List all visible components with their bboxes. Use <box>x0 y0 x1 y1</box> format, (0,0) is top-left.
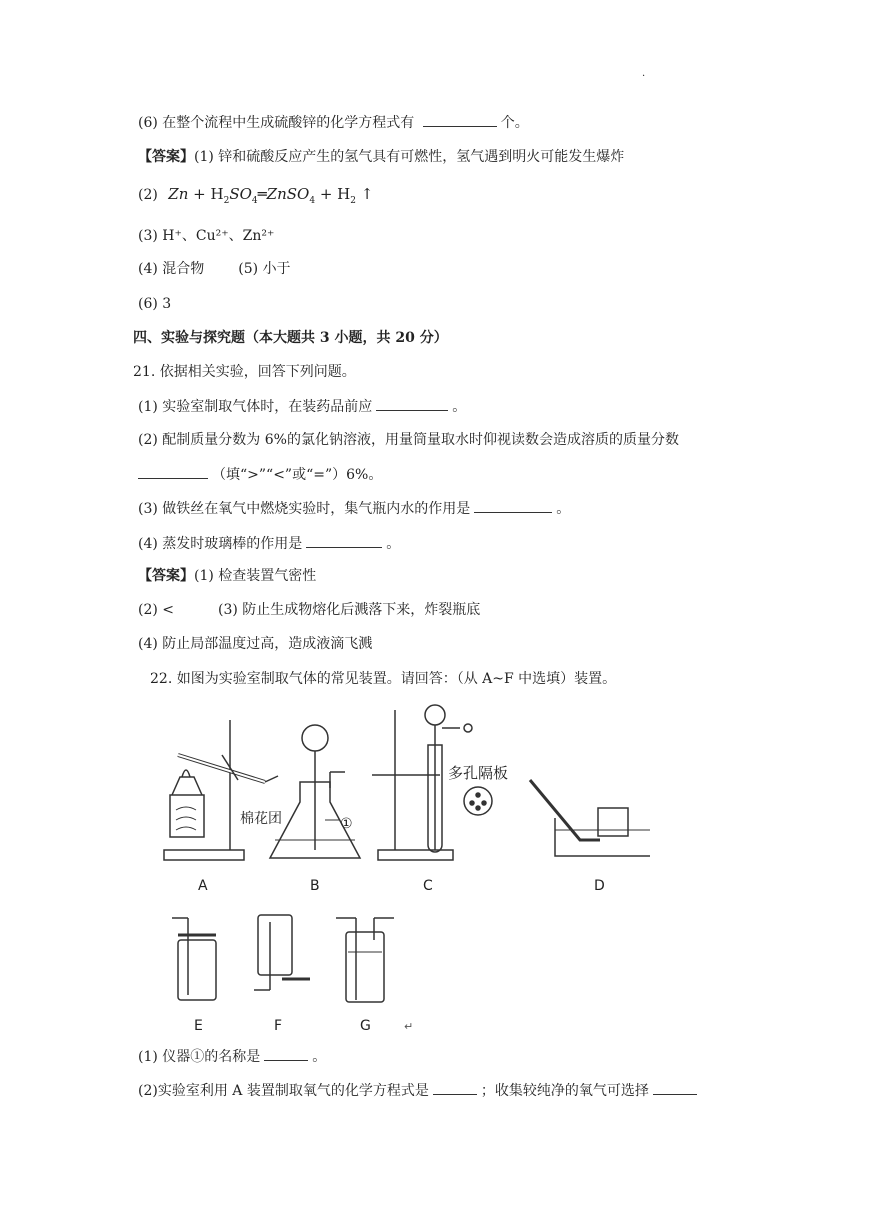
caption-b: B <box>310 878 320 894</box>
q21-part4 <box>138 533 400 554</box>
q21-part1 <box>138 396 466 417</box>
q22-part2-text: (2)实验室利用 A 装置制取氧气的化学方程式是 <box>138 1083 429 1099</box>
q20-part6 <box>138 112 529 133</box>
q22-part1-text: (1) 仪器①的名称是 <box>138 1049 261 1065</box>
q20-part6-text: 在整个流程中生成硫酸锌的化学方程式有 <box>162 115 415 131</box>
label-porous: 多孔隔板 <box>448 764 509 782</box>
apparatus-d <box>530 780 650 856</box>
answer-20-a1: (1) 锌和硫酸反应产生的氢气具有可燃性，氢气遇到明火可能发生爆炸 <box>194 149 625 165</box>
apparatus-g <box>336 918 394 1002</box>
chemical-equation: $Zn + H_2SO_4═ZnSO_4 + H_2$ ↑ <box>168 185 374 206</box>
q21-part1-text: (1) 实验室制取气体时，在装药品前应 <box>138 399 373 415</box>
q22-stem: 22. 如图为实验室制取气体的常见装置。请回答：（从 A~F 中选填）装置。 <box>150 671 617 687</box>
answer-21-a1: (1) 检查装置气密性 <box>194 568 317 584</box>
answer-21-a4: (4) 防止局部温度过高，造成液滴飞溅 <box>138 636 373 652</box>
apparatus-f <box>254 915 310 990</box>
answer-20-line4 <box>138 259 291 279</box>
answer-blank[interactable] <box>138 464 208 479</box>
return-mark: ↵ <box>404 1020 414 1033</box>
answer-20-a6: (6) 3 <box>138 296 172 312</box>
answer-tag: 【答案】 <box>138 568 194 584</box>
q22-part2-mid: ；收集较纯净的氧气可选择 <box>480 1083 649 1099</box>
answer-21-line2 <box>138 600 480 620</box>
answer-blank[interactable] <box>433 1080 477 1095</box>
caption-c: C <box>423 878 433 894</box>
corner-mark: . <box>642 68 646 79</box>
q21-part1-tail: 。 <box>452 399 467 415</box>
answer-blank[interactable] <box>423 112 497 127</box>
caption-e: E <box>194 1018 203 1034</box>
q22-part2 <box>138 1080 701 1101</box>
answer-20-a4: (4) 混合物 <box>138 261 205 277</box>
q21-part3 <box>138 498 570 519</box>
q21-part2b <box>138 464 382 485</box>
label-marker: ① <box>340 816 353 832</box>
q22-part1 <box>138 1046 326 1067</box>
answer-tag: 【答案】 <box>138 149 194 165</box>
porous-plate-icon <box>464 787 492 815</box>
section-heading: 四、实验与探究题（本大题共 3 小题，共 20 分） <box>133 330 448 346</box>
answer-blank[interactable] <box>376 396 448 411</box>
caption-a: A <box>198 878 208 894</box>
apparatus-c <box>372 705 472 860</box>
apparatus-figure <box>150 700 650 1035</box>
answer-blank[interactable] <box>653 1080 697 1095</box>
answer-blank[interactable] <box>264 1046 308 1061</box>
apparatus-b <box>270 725 360 858</box>
q21-part3-text: (3) 做铁丝在氧气中燃烧实验时，集气瓶内水的作用是 <box>138 501 471 517</box>
answer-20-a5: (5) 小于 <box>238 261 291 277</box>
answer-20-line2 <box>138 184 373 211</box>
answer-21-line1 <box>138 566 316 586</box>
caption-f: F <box>274 1018 283 1034</box>
q20-part6-num: (6) <box>138 115 158 131</box>
answer-20-a2-num: (2) <box>138 187 158 203</box>
q21-part3-tail: 。 <box>556 501 571 517</box>
q21-part4-text: (4) 蒸发时玻璃棒的作用是 <box>138 536 303 552</box>
q20-part6-tail: 个。 <box>500 115 529 131</box>
q21-stem: 21. 依据相关实验，回答下列问题。 <box>133 364 356 380</box>
answer-21-a3: (3) 防止生成物熔化后溅落下来，炸裂瓶底 <box>218 602 481 618</box>
q22-part1-tail: 。 <box>312 1049 327 1065</box>
answer-21-a2: (2) < <box>138 602 175 618</box>
apparatus-e <box>172 918 216 1000</box>
answer-20-a3: (3) H⁺、Cu²⁺、Zn²⁺ <box>138 228 275 244</box>
answer-blank[interactable] <box>474 498 552 513</box>
q21-part2: (2) 配制质量分数为 6%的氯化钠溶液，用量筒量取水时仰视读数会造成溶质的质量分数 <box>138 432 679 448</box>
caption-g: G <box>360 1018 371 1034</box>
q21-part2b-tail: （填“>”“<”或“=”）6%。 <box>212 467 383 483</box>
caption-d: D <box>594 878 605 894</box>
apparatus-a <box>164 720 278 860</box>
answer-blank[interactable] <box>306 533 382 548</box>
answer-20-line1 <box>138 147 624 167</box>
label-cotton: 棉花团 <box>240 811 282 827</box>
q21-part4-tail: 。 <box>386 536 401 552</box>
